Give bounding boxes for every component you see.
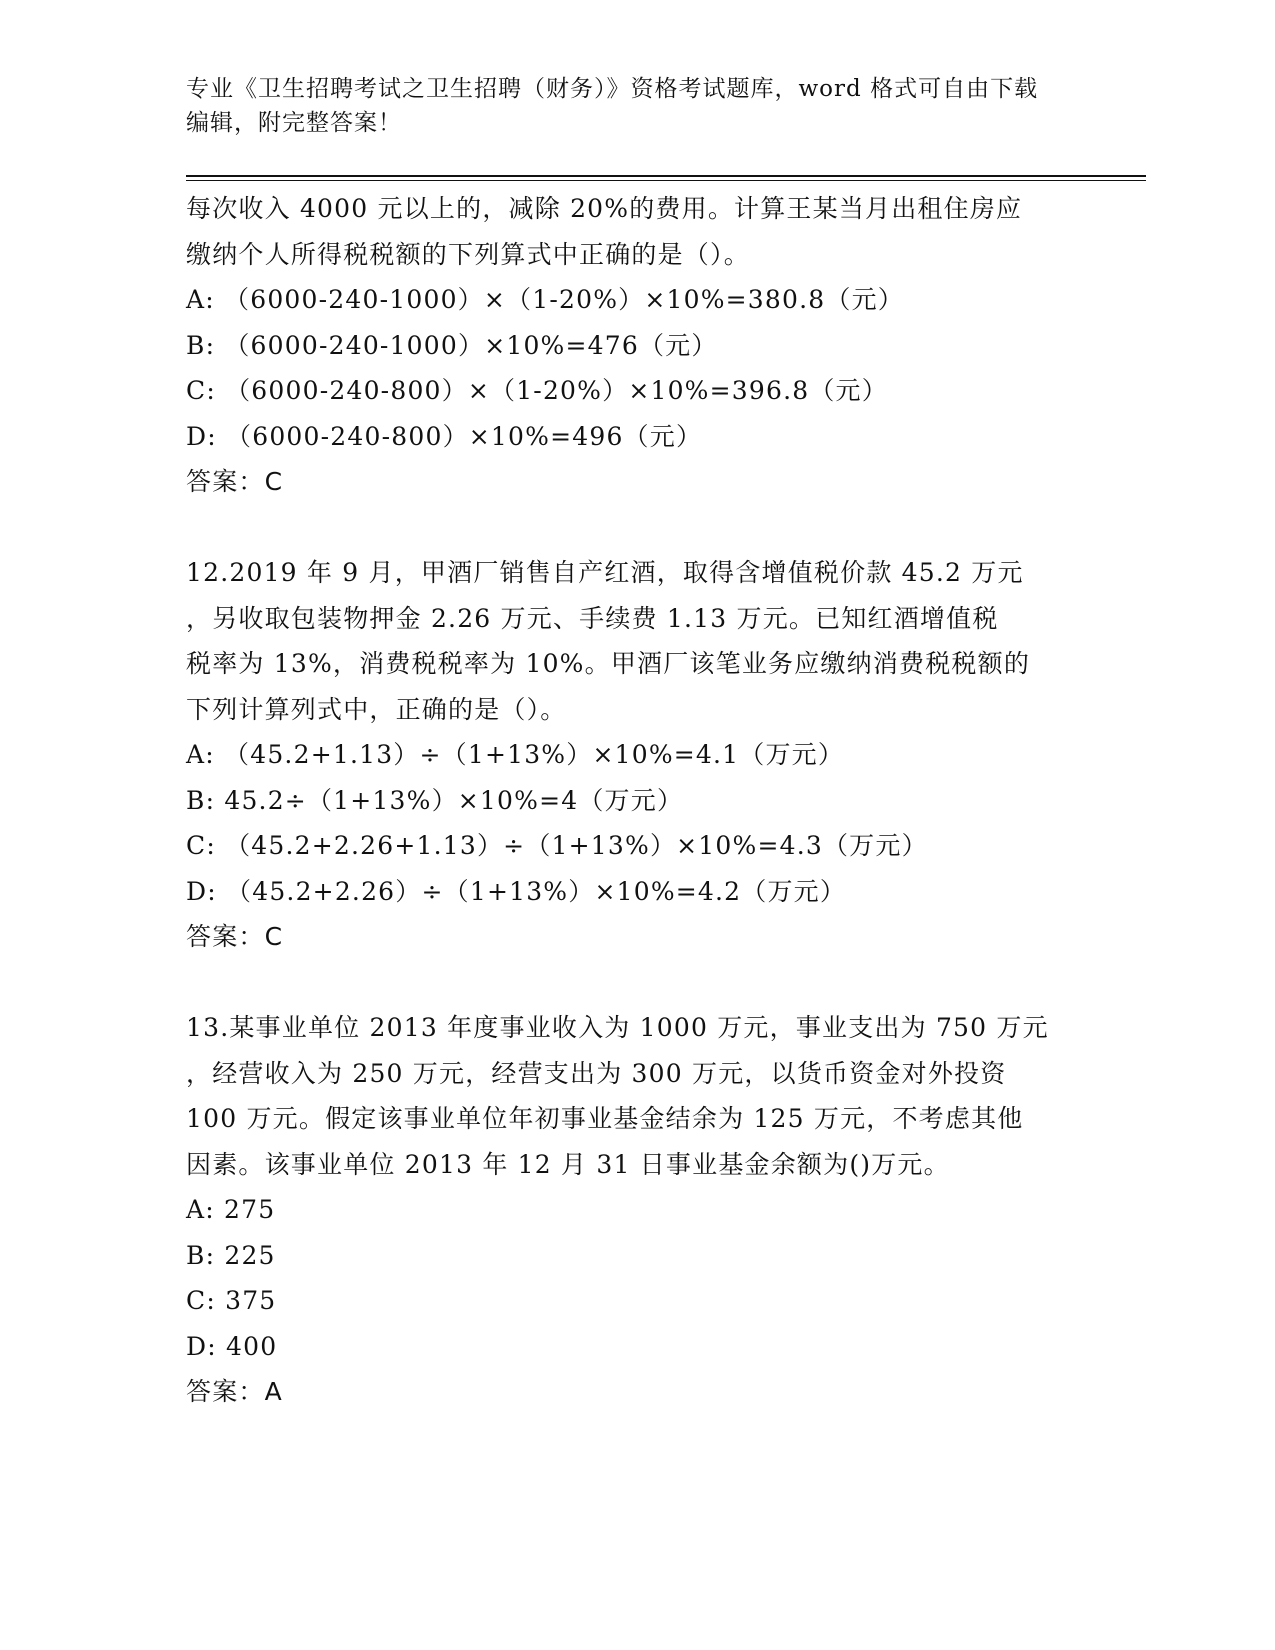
option-a: A: （45.2+1.13）÷（1+13%）×10%=4.1（万元） (186, 740, 845, 769)
header-rule-thick (186, 175, 1146, 177)
answer-line: 答案：C (186, 467, 284, 496)
spacer (186, 960, 1086, 1006)
question-stem-line: ，另收取包装物押金 2.26 万元、手续费 1.13 万元。已知红酒增值税 (186, 603, 999, 633)
header-rule-thin (186, 180, 1146, 181)
question-12 (186, 550, 1086, 960)
option-a: A: 275 (186, 1195, 276, 1224)
document-body (186, 186, 1086, 1415)
document-header (186, 72, 1086, 140)
question-stem-line: 100 万元。假定该事业单位年初事业基金结余为 125 万元，不考虑其他 (186, 1104, 1024, 1133)
question-stem-line: 下列计算列式中，正确的是（）。 (186, 694, 567, 724)
question-stem-line: 13.某事业单位 2013 年度事业收入为 1000 万元，事业支出为 750 万元 (186, 1013, 1049, 1042)
option-d: D: 400 (186, 1331, 278, 1361)
spacer (186, 505, 1086, 551)
option-c: C: （45.2+2.26+1.13）÷（1+13%）×10%=4.3（万元） (186, 831, 928, 860)
answer-line: 答案：A (186, 1377, 283, 1406)
option-c: C: （6000-240-800）×（1-20%）×10%=396.8（元） (186, 376, 888, 405)
question-stem-line: ，经营收入为 250 万元，经营支出为 300 万元，以货币资金对外投资 (186, 1058, 1007, 1088)
question-stem-line: 每次收入 4000 元以上的，减除 20%的费用。计算王某当月出租住房应 (186, 194, 1023, 223)
question-stem-line: 12.2019 年 9 月，甲酒厂销售自产红酒，取得含增值税价款 45.2 万元 (186, 558, 1024, 587)
option-d: D: （6000-240-800）×10%=496（元） (186, 421, 703, 451)
option-c: C: 375 (186, 1286, 277, 1315)
option-b: B: 225 (186, 1240, 276, 1270)
question-13 (186, 1005, 1086, 1415)
option-b: B: 45.2÷（1+13%）×10%=4（万元） (186, 785, 684, 815)
option-a: A: （6000-240-1000）×（1-20%）×10%=380.8（元） (186, 285, 904, 314)
header-line-1: 专业《卫生招聘考试之卫生招聘（财务）》资格考试题库，word 格式可自由下载 (186, 76, 1039, 102)
option-b: B: （6000-240-1000）×10%=476（元） (186, 330, 718, 360)
option-d: D: （45.2+2.26）÷（1+13%）×10%=4.2（万元） (186, 876, 847, 906)
question-11 (186, 186, 1086, 505)
question-stem-line: 税率为 13%，消费税税率为 10%。甲酒厂该笔业务应缴纳消费税税额的 (186, 649, 1031, 678)
question-stem-line: 因素。该事业单位 2013 年 12 月 31 日事业基金余额为()万元。 (186, 1149, 950, 1179)
header-line-2: 编辑，附完整答案！ (186, 110, 402, 136)
question-stem-line: 缴纳个人所得税税额的下列算式中正确的是（）。 (186, 239, 750, 269)
answer-line: 答案：C (186, 922, 284, 951)
